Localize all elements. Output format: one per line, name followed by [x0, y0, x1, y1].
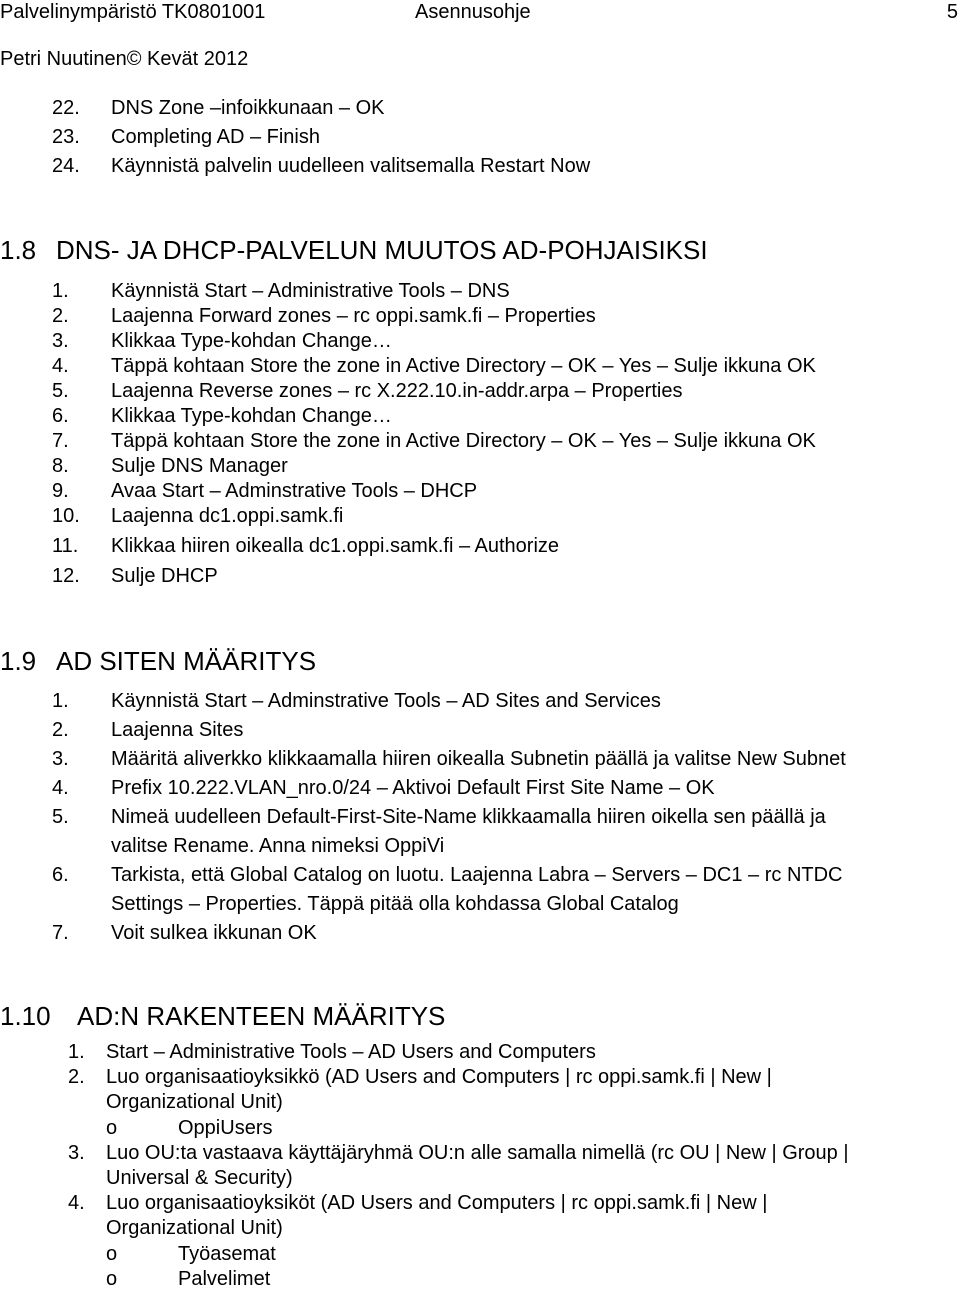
list-item-text: Laajenna Sites	[111, 719, 244, 741]
list-item-number: 6.	[52, 405, 69, 427]
list-item-number: 24.	[52, 155, 80, 177]
list-item-number: 1.	[52, 280, 69, 302]
list-item-number: 6.	[52, 864, 69, 886]
list-item-number: 3.	[52, 748, 69, 770]
document-author: Petri Nuutinen© Kevät 2012	[0, 48, 249, 70]
list-item-text: Klikkaa Type-kohdan Change…	[111, 405, 392, 427]
section-number: 1.10	[0, 1001, 51, 1031]
list-item-text: Sulje DHCP	[111, 565, 218, 587]
list-item-text: Avaa Start – Adminstrative Tools – DHCP	[111, 480, 478, 502]
list-item-text: Täppä kohtaan Store the zone in Active Directory – OK – Yes – Sulje ikkuna OK	[111, 430, 816, 452]
list-item-number: 8.	[52, 455, 69, 477]
bullet-marker: o	[106, 1116, 118, 1139]
list-item-text: Completing AD – Finish	[111, 126, 320, 148]
list-item-text: valitse Rename. Anna nimeksi OppiVi	[111, 835, 445, 857]
section-number: 1.8	[0, 235, 37, 265]
list-item-number: 1.	[52, 690, 69, 712]
list-item-number: 7.	[52, 430, 69, 452]
list-item-number: 12.	[52, 565, 80, 587]
document-header-title: Palvelinympäristö TK0801001	[0, 1, 266, 23]
list-item-text: Universal & Security)	[106, 1166, 293, 1189]
list-item-text: Start – Administrative Tools – AD Users and Computers	[106, 1041, 596, 1063]
list-item-text: Palvelimet	[178, 1267, 271, 1290]
list-item-text: Luo organisaatioyksikkö (AD Users and Computers | rc oppi.samk.fi | New |	[106, 1066, 772, 1089]
list-item-text: Käynnistä palvelin uudelleen valitsemalla Restart Now	[111, 155, 591, 177]
list-item-text: Laajenna Reverse zones – rc X.222.10.in-addr.arpa – Properties	[111, 380, 683, 402]
list-item-number: 10.	[52, 505, 80, 527]
bullet-marker: o	[106, 1267, 118, 1290]
section-title: AD SITEN MÄÄRITYS	[56, 646, 317, 676]
list-item-number: 23.	[52, 126, 80, 148]
list-item-text: Nimeä uudelleen Default-First-Site-Name klikkaamalla hiiren oikella sen päällä ja	[111, 806, 826, 828]
list-item-number: 9.	[52, 480, 69, 502]
list-item-number: 3.	[52, 330, 69, 352]
list-item-text: Settings – Properties. Täppä pitää olla kohdassa Global Catalog	[111, 893, 679, 915]
list-item-number: 5.	[52, 380, 69, 402]
list-item-text: Luo OU:ta vastaava käyttäjäryhmä OU:n alle samalla nimellä (rc OU | New | Group |	[106, 1141, 849, 1164]
list-item-number: 2.	[68, 1066, 85, 1089]
list-item-text: Prefix 10.222.VLAN_nro.0/24 – Aktivoi Default First Site Name – OK	[111, 777, 715, 799]
list-item-text: Klikkaa Type-kohdan Change…	[111, 330, 392, 352]
list-item-text: OppiUsers	[178, 1116, 273, 1139]
list-item-number: 1.	[68, 1041, 85, 1063]
list-item-text: Laajenna Forward zones – rc oppi.samk.fi – Properties	[111, 305, 596, 327]
list-item-text: Määritä aliverkko klikkaamalla hiiren oikealla Subnetin päällä ja valitse New Subnet	[111, 748, 846, 770]
list-item-text: Tarkista, että Global Catalog on luotu. Laajenna Labra – Servers – DC1 – rc NTDC	[111, 864, 843, 886]
list-item-number: 4.	[52, 777, 69, 799]
list-item-number: 11.	[52, 535, 79, 557]
list-item-text: Laajenna dc1.oppi.samk.fi	[111, 505, 344, 527]
list-item-number: 2.	[52, 305, 69, 327]
list-item-number: 7.	[52, 922, 69, 944]
list-item-number: 3.	[68, 1141, 85, 1164]
list-item-text: DNS Zone –infoikkunaan – OK	[111, 97, 385, 119]
section-number: 1.9	[0, 646, 37, 676]
page-number: 5	[946, 1, 958, 23]
list-item-text: Voit sulkea ikkunan OK	[111, 922, 317, 944]
list-item-text: Luo organisaatioyksiköt (AD Users and Computers | rc oppi.samk.fi | New |	[106, 1192, 768, 1215]
list-item-number: 2.	[52, 719, 69, 741]
list-item-text: Sulje DNS Manager	[111, 455, 288, 477]
list-item-number: 4.	[52, 355, 69, 377]
list-item-number: 5.	[52, 806, 69, 828]
bullet-marker: o	[106, 1242, 118, 1265]
list-item-text: Työasemat	[178, 1242, 276, 1265]
document-header-center: Asennusohje	[415, 1, 531, 23]
list-item-text: Käynnistä Start – Administrative Tools – DNS	[111, 280, 510, 302]
list-item-text: Organizational Unit)	[106, 1217, 283, 1240]
list-item-text: Klikkaa hiiren oikealla dc1.oppi.samk.fi – Authorize	[111, 535, 560, 557]
list-item-number: 22.	[52, 97, 80, 119]
section-title: AD:N RAKENTEEN MÄÄRITYS	[77, 1001, 446, 1031]
list-item-text: Organizational Unit)	[106, 1091, 283, 1114]
list-item-text: Täppä kohtaan Store the zone in Active Directory – OK – Yes – Sulje ikkuna OK	[111, 355, 816, 377]
list-item-text: Käynnistä Start – Adminstrative Tools – AD Sites and Services	[111, 690, 661, 712]
list-item-number: 4.	[68, 1192, 85, 1215]
section-title: DNS- JA DHCP-PALVELUN MUUTOS AD-POHJAISIKSI	[56, 235, 708, 265]
